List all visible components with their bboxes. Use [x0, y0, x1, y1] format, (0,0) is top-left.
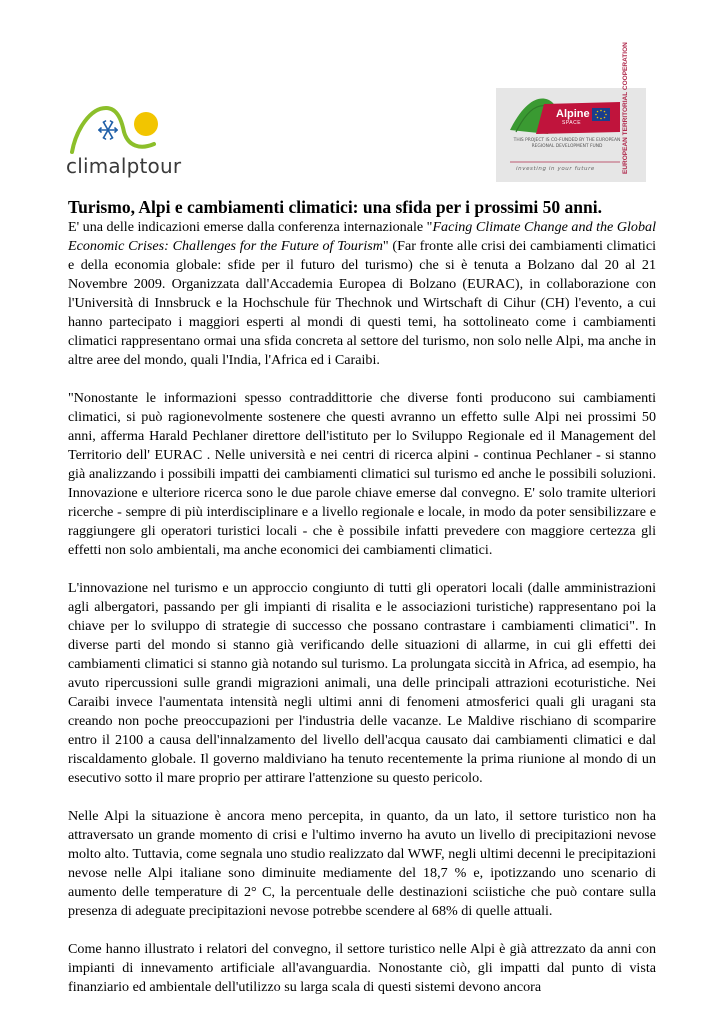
- paragraph-5: Come hanno illustrato i relatori del convegno, il settore turistico nelle Alpi è già attrezzato da anni con impianti di innevamento artificiale all'avanguardia. Nonostante ciò, gli impatti dal punto di vista finanziario ed ambientale dell'utilizzo su larga scala di questi sistemi devono ancora: [68, 941, 656, 995]
- paragraph-3: L'innovazione nel turismo e un approccio congiunto di tutti gli operatori locali (dalle amministrazioni agli albergatori, passando per gli impianti di risalita e le associazioni turistiche) rappresentano poi la chiave per lo sviluppo di strategie di successo che possano contrastare i cambiamenti climatici". In diverse parti del mondo si stanno già verificando delle situazioni di allarme, in cui gli effetti dei cambiamenti climatici si stanno già notando sul turismo. La prolungata siccità in Africa, ad esempio, ha avuto ripercussioni sulle grandi migrazioni animali, una delle principali attrazioni ecoturistiche. Nei Caraibi invece l'aumentata intensità negli ultimi anni di fenomeni atmosferici quali gli uragani sta creando non poche preoccupazioni per l'industria delle vacanze. Le Maldive rischiano di scomparire entro il 2100 a causa dell'innalzamento del livello dell'acqua causato dai cambiamenti climatici e dal riscaldamento globale. Il governo maldiviano ha tenuto recentemente la prima riunione al mondo di un esecutivo sotto il mare proprio per attirare l'attenzione su questo pericolo.: [68, 580, 656, 786]
- alpine-space-logo: [496, 42, 646, 182]
- climalptour-brand-text: climalptour: [66, 154, 182, 178]
- funding-note: THIS PROJECT IS CO-FUNDED BY THE EUROPEAN REGIONAL DEVELOPMENT FUND: [513, 138, 621, 149]
- logo-tagline: investing in your future: [516, 166, 595, 172]
- paragraph-2: "Nonostante le informazioni spesso contraddittorie che diverse fonti producono sui cambiamenti climatici, si può ragionevolmente sostenere che questi avranno un effetto sulle Alpi nei prossimi 50 anni, afferma Harald Pechlaner direttore dell'istituto per lo Sviluppo Regionale ed il Management del Territorio dell' EURAC . Nelle università e nei centri di ricerca alpini - continua Pechlaner - si stanno già analizzando i possibili impatti dei cambiamenti climatici sul turismo ed anche le possibili soluzioni. Innovazione e ulteriore ricerca sono le due parole chiave emerse dal convegno. E' solo tramite ulteriori ricerche - sempre di più interdisciplinare e a livello regionale e locale, in modo da poter sensibilizzare e raggiungere gli operatori turistici locali - che è possibile infatti prevedere con maggiore certezza gli effetti non solo ambientali, ma anche economici dei cambiamenti climatici.: [68, 390, 656, 558]
- cooperation-side-label: [622, 42, 636, 176]
- climalptour-logo: [66, 100, 206, 184]
- alpine-wordmark: Alpine: [556, 108, 590, 120]
- conference-title: Facing Climate Change and the Global Economic Crises: Challenges for the Future of Tourism: [68, 219, 656, 254]
- paragraph-4: Nelle Alpi la situazione è ancora meno percepita, in quanto, da un lato, il settore turistico non ha attraversato un grande momento di crisi e l'ultimo inverno ha avuto un livello di precipitazioni nevose molto alto. Tuttavia, come segnala uno studio realizzato dal WWF, negli ultimi decenni le precipitazioni nevose nelle Alpi italiane sono diminuite mediamente del 18,7 % e, ipotizzando uno scenario di aumento delle temperature di 2° C, la percentuale delle destinazioni sciistiche che può contare sulla presenza di adeguate precipitazioni nevose potrebbe scendere al 68% di quelle attuali.: [68, 808, 656, 919]
- article-body: [68, 196, 656, 997]
- cooperation-side-text: EUROPEAN TERRITORIAL COOPERATION: [622, 42, 629, 174]
- article-title: Turismo, Alpi e cambiamenti climatici: una sfida per i prossimi 50 anni.: [68, 197, 602, 217]
- paragraph-1: [68, 218, 656, 370]
- paragraph-1-intro: E' una delle indicazioni emerse dalla conferenza internazionale ": [68, 219, 433, 235]
- paragraph-1-rest: " (Far fronte alle crisi dei cambiamenti climatici e della economia globale: sfide per il futuro del turismo) che si è tenuta a Bolzano dal 20 al 21 Novembre 2009. Organizzata dall'Accademia Europea di Bolzano (EURAC), in collaborazione con l'Università di Innsbruck e la Hochschule für Thechnok und Wirtschaft di Cihur (CH) l'evento, a cui hanno partecipato i maggiori esperti al mondi di questi temi, ha sottolineato come i cambiamenti climatici rappresentano ormai una sfida concreta al settore del turismo, non solo nelle Alpi, ma anche in altre aree del mondo, quali l'India, l'Africa ed i Caraibi.: [68, 238, 656, 368]
- climalptour-emblem-icon: [66, 100, 206, 156]
- space-wordmark: SPACE: [562, 120, 582, 126]
